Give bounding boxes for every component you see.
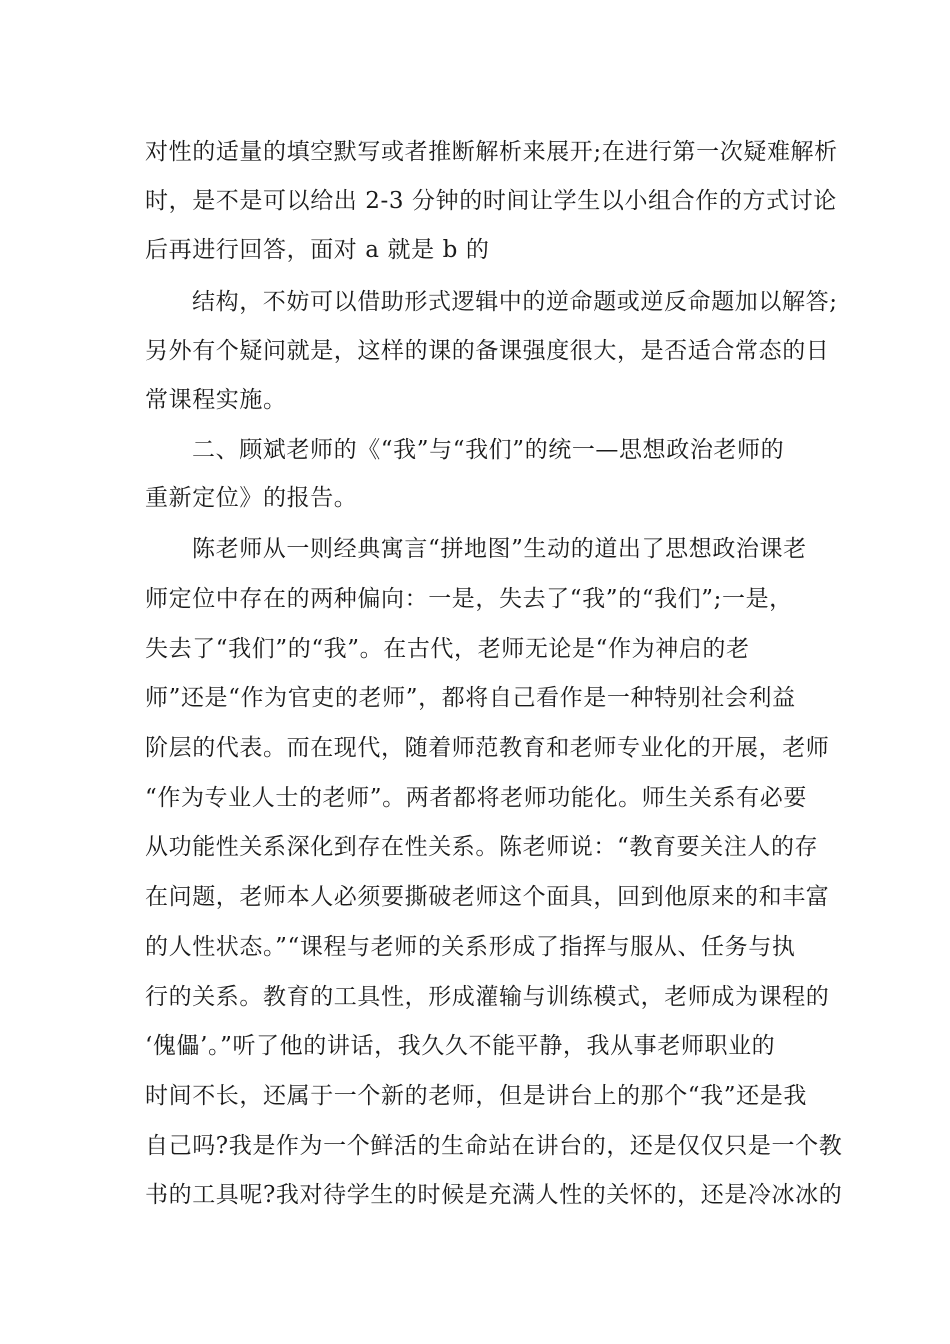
- text-line: 师”还是“作为官吏的老师”，都将自己看作是一种特别社会利益: [145, 685, 796, 711]
- text-line: 从功能性关系深化到存在性关系。陈老师说：“教育要关注人的存: [145, 834, 819, 860]
- text-line: 对性的适量的填空默写或者推断解析来展开;在进行第一次疑难解析: [145, 139, 838, 165]
- text-line: 行的关系。教育的工具性，形成灌输与训练模式，老师成为课程的: [145, 984, 830, 1010]
- text-line: 时间不长，还属于一个新的老师，但是讲台上的那个“我”还是我: [145, 1083, 807, 1109]
- text-line: 时，是不是可以给出 2-3 分钟的时间让学生以小组合作的方式讨论: [145, 188, 837, 214]
- text-line: ‘傀儡’。”听了他的讲话，我久久不能平静，我从事老师职业的: [145, 1033, 776, 1059]
- text-line: 常课程实施。: [145, 387, 287, 413]
- text-line: 后再进行回答，面对 a 就是 b 的: [145, 237, 490, 263]
- text-line: 的人性状态。”“课程与老师的关系形成了指挥与服从、任务与执: [145, 934, 796, 960]
- text-line: 阶层的代表。而在现代，随着师范教育和老师专业化的开展，老师: [145, 735, 830, 761]
- paragraph-first-line: 结构，不妨可以借助形式逻辑中的逆命题或逆反命题加以解答;: [192, 289, 838, 315]
- text-line: 失去了“我们”的“我”。在古代，老师无论是“作为神启的老: [145, 636, 750, 662]
- paragraph-first-line: 陈老师从一则经典寓言“拼地图”生动的道出了思想政治课老: [192, 536, 807, 562]
- text-line: 自己吗?我是作为一个鲜活的生命站在讲台的，还是仅仅只是一个教: [145, 1133, 843, 1159]
- text-line: 书的工具呢?我对待学生的时候是充满人性的关怀的，还是冷冰冰的: [145, 1182, 843, 1208]
- section-heading-line: 二、顾斌老师的《“我”与“我们”的统一—思想政治老师的: [192, 437, 785, 463]
- text-line: 在问题，老师本人必须要撕破老师这个面具，回到他原来的和丰富: [145, 884, 830, 910]
- text-line: 另外有个疑问就是，这样的课的备课强度很大，是否适合常态的日: [145, 338, 830, 364]
- section-heading-line: 重新定位》的报告。: [145, 485, 358, 511]
- text-line: 师定位中存在的两种偏向：一是，失去了“我”的“我们”;一是，: [145, 586, 793, 612]
- text-line: “作为专业人士的老师”。两者都将老师功能化。师生关系有必要: [145, 785, 807, 811]
